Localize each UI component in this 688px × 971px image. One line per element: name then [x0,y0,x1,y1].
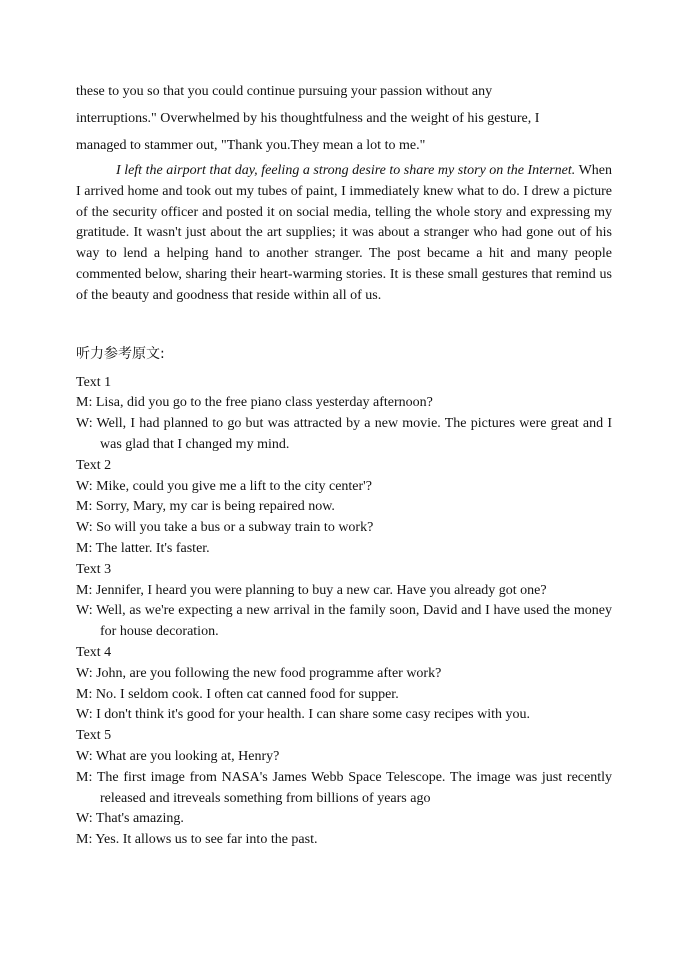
dialogue-turn: M: Lisa, did you go to the free piano class yesterday afternoon? [76,395,433,411]
story-line: managed to stammer out, "Thank you.They mean a lot to me." [76,138,426,153]
document-page [76,78,612,851]
dialogue-turn: W: I don't think it's good for your health. I can share some casy recipes with you. [76,707,530,723]
text-label: Text 1 [76,374,112,390]
story-italic-sentence: I left the airport that day, feeling a strong desire to share my story on the Internet. [116,163,576,178]
story-paragraph-1 [76,78,612,159]
story-paragraph-text: When I arrived home and took out my tubes of paint, I immediately knew what to do. I drew a picture of the security officer and posted it on social media, telling the whole story and expressing my gratitude. It wasn't just about the art supplies; it was about a stranger who had gone out of his way to lend a helping hand to another stranger. The post became a hit and many people commented below, sharing their heart-warming stories. It is these small gestures that remind us of the beauty and goodness that reside within all of us. [76,163,613,303]
text-label: Text 4 [76,644,112,660]
dialogue-turn: W: What are you looking at, Henry? [76,748,280,764]
dialogue-turn: W: That's amazing. [76,811,184,827]
dialogue-turn: M: Jennifer, I heard you were planning to buy a new car. Have you already got one? [76,582,547,598]
dialogue-turn: M: The first image from NASA's James Webb Space Telescope. The image was just recently released and itreveals something from billions of years ago [76,769,612,806]
dialogue-turn: M: The latter. It's faster. [76,540,210,556]
text-label: Text 3 [76,561,112,577]
dialogue-turn: M: No. I seldom cook. I often cat canned food for supper. [76,686,399,702]
dialogue-turn: W: John, are you following the new food programme after work? [76,665,442,681]
dialogue-turn: W: Mike, could you give me a lift to the city center'? [76,478,372,494]
dialogue-turn: W: Well, I had planned to go but was attracted by a new movie. The pictures were great and I was glad that I changed my mind. [76,416,612,452]
story-line: these to you so that you could continue pursuing your passion without any [76,84,493,99]
listening-heading: 听力参考原文: [76,345,165,362]
dialogue-turn: W: Well, as we're expecting a new arrival in the family soon, David and I have used the money for house decoration. [76,603,612,640]
story-line: interruptions." Overwhelmed by his thoughtfulness and the weight of his gesture, I [76,111,540,126]
dialogue-turn: M: Yes. It allows us to see far into the past. [76,832,318,848]
dialogue-turn: M: Sorry, Mary, my car is being repaired now. [76,499,335,515]
text-label: Text 2 [76,457,112,473]
text-label: Text 5 [76,728,112,744]
story-paragraph-2 [76,161,612,307]
listening-transcript [76,373,612,851]
dialogue-turn: W: So will you take a bus or a subway train to work? [76,520,374,536]
